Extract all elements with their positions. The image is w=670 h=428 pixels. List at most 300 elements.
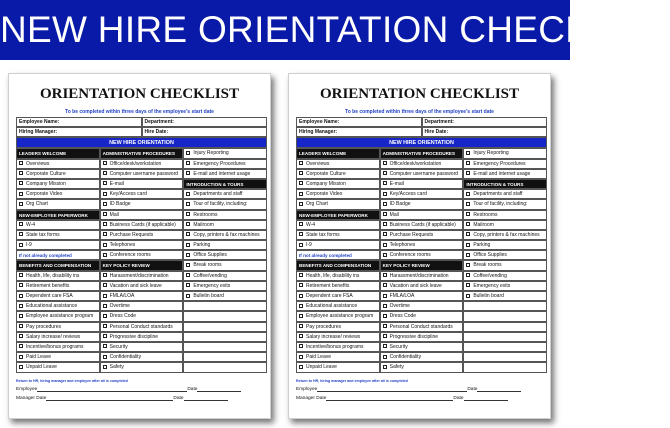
hiring-manager-field[interactable]: Hiring Manager:: [16, 127, 142, 137]
checkbox-icon[interactable]: [383, 243, 387, 247]
checklist-row: [296, 210, 547, 220]
checklist-item[interactable]: [183, 199, 267, 209]
document-subtitle: To be completed within three days of the employee's start date: [65, 109, 214, 115]
checkbox-icon[interactable]: [19, 222, 23, 226]
checklist-item[interactable]: [16, 220, 100, 230]
checklist-item[interactable]: [183, 189, 267, 199]
checklist-item[interactable]: [463, 199, 547, 209]
checkbox-icon[interactable]: [103, 192, 107, 196]
checkbox-icon[interactable]: [299, 243, 303, 247]
checkbox-icon[interactable]: [103, 324, 107, 328]
checklist-row: [16, 159, 267, 169]
checkbox-icon[interactable]: [299, 283, 303, 287]
checklist-item-label: E-mail and internet usage: [473, 170, 531, 177]
checklist-item[interactable]: [380, 352, 464, 362]
checklist-item-label: Departments and staff: [473, 191, 523, 198]
checklist-item[interactable]: [296, 199, 380, 209]
checklist-item[interactable]: [296, 179, 380, 189]
checklist-item-label: W-4: [306, 221, 316, 228]
checkbox-icon[interactable]: [19, 314, 23, 318]
checkbox-icon[interactable]: [103, 253, 107, 257]
checkbox-icon[interactable]: [19, 355, 23, 359]
checklist-item[interactable]: [380, 220, 464, 230]
checkbox-icon[interactable]: [383, 304, 387, 308]
date-line: [464, 395, 508, 401]
checkbox-icon[interactable]: [19, 304, 23, 308]
checklist-row: [16, 230, 267, 240]
checklist-item[interactable]: [380, 210, 464, 220]
manager-signature-line[interactable]: [296, 395, 547, 401]
checklist-row: [16, 250, 267, 260]
checklist-row: [16, 291, 267, 301]
empty-cell: [183, 322, 267, 332]
checklist-item[interactable]: [183, 159, 267, 169]
checklist-item[interactable]: [380, 240, 464, 250]
checkbox-icon[interactable]: [103, 294, 107, 298]
checkbox-icon[interactable]: [103, 314, 107, 318]
checklist-item-label: Incentive/bonus programs: [306, 343, 364, 350]
checklist-item[interactable]: [463, 189, 547, 199]
footer-note: Return to HR, hiring manager and employee after all is completed: [296, 379, 408, 383]
checkbox-icon[interactable]: [19, 181, 23, 185]
checklist-item[interactable]: [100, 169, 184, 179]
checklist-item[interactable]: [16, 189, 100, 199]
checkbox-icon[interactable]: [299, 161, 303, 165]
section-band: NEW HIRE ORIENTATION: [296, 137, 547, 148]
checkbox-icon[interactable]: [466, 222, 470, 226]
checklist-item[interactable]: [183, 260, 267, 270]
checkbox-icon[interactable]: [19, 171, 23, 175]
checklist-item[interactable]: [380, 281, 464, 291]
checklist-item[interactable]: [16, 311, 100, 321]
hire-date-field[interactable]: Hire Date:: [142, 127, 268, 137]
checklist-item[interactable]: [100, 271, 184, 281]
checkbox-icon[interactable]: [299, 355, 303, 359]
checklist-item[interactable]: [100, 220, 184, 230]
checklist-item-label: ID Badge: [389, 201, 411, 208]
checkbox-icon[interactable]: [19, 232, 23, 236]
checklist-item-label: Paid Leave: [26, 354, 52, 361]
checklist-item[interactable]: [16, 230, 100, 240]
checkbox-icon[interactable]: [103, 171, 107, 175]
checklist-item[interactable]: [183, 281, 267, 291]
checklist-item-label: Personal Conduct standards: [389, 323, 453, 330]
checklist-item[interactable]: [380, 311, 464, 321]
empty-cell: [463, 342, 547, 352]
checkbox-icon[interactable]: [19, 283, 23, 287]
checkbox-icon[interactable]: [186, 263, 190, 267]
empty-cell: [463, 362, 547, 372]
checkbox-icon[interactable]: [186, 232, 190, 236]
manager-signature-label: Manager Date: [296, 396, 327, 401]
checklist-item-label: Dress Code: [389, 313, 417, 320]
checkbox-icon[interactable]: [103, 304, 107, 308]
checklist-item[interactable]: [16, 179, 100, 189]
checklist-row: [296, 332, 547, 342]
checklist-item-label: Overtime: [109, 303, 130, 310]
checklist-item[interactable]: [463, 210, 547, 220]
checklist-item[interactable]: [16, 159, 100, 169]
checkbox-icon[interactable]: [103, 283, 107, 287]
checklist-item[interactable]: [183, 250, 267, 260]
checkbox-icon[interactable]: [466, 273, 470, 277]
empty-cell: [183, 301, 267, 311]
checkbox-icon[interactable]: [299, 273, 303, 277]
checklist-item[interactable]: [296, 311, 380, 321]
checkbox-icon[interactable]: [186, 294, 190, 298]
checklist-item[interactable]: [296, 230, 380, 240]
checklist-item[interactable]: [380, 230, 464, 240]
checklist-item[interactable]: [183, 220, 267, 230]
date-line: [197, 386, 241, 392]
checklist-item[interactable]: [296, 281, 380, 291]
checklist-row: [296, 159, 547, 169]
checkbox-icon[interactable]: [103, 365, 107, 369]
employee-name-field[interactable]: Employee Name:: [296, 117, 422, 127]
document-title: ORIENTATION CHECKLIST: [319, 86, 520, 102]
checkbox-icon[interactable]: [19, 273, 23, 277]
checklist-item[interactable]: [100, 342, 184, 352]
checklist-item[interactable]: [380, 332, 464, 342]
checkbox-icon[interactable]: [186, 192, 190, 196]
checklist-item[interactable]: [183, 291, 267, 301]
checkbox-icon[interactable]: [299, 334, 303, 338]
checkbox-icon[interactable]: [299, 222, 303, 226]
employee-name-field[interactable]: Employee Name:: [16, 117, 142, 127]
checklist-item-label: Progressive discipline: [109, 333, 159, 340]
checklist-item[interactable]: [16, 199, 100, 209]
checkbox-icon[interactable]: [103, 273, 107, 277]
hiring-manager-field[interactable]: Hiring Manager:: [296, 127, 422, 137]
checklist-item[interactable]: [380, 271, 464, 281]
checklist-item[interactable]: [100, 332, 184, 342]
employee-signature-line[interactable]: [16, 386, 267, 392]
checkbox-icon[interactable]: [383, 344, 387, 348]
checkbox-icon[interactable]: [466, 212, 470, 216]
hire-date-field[interactable]: Hire Date:: [422, 127, 548, 137]
manager-signature-line[interactable]: [16, 395, 267, 401]
checklist-item[interactable]: [183, 148, 267, 158]
checklist-item[interactable]: [183, 230, 267, 240]
checklist-item[interactable]: [183, 240, 267, 250]
checkbox-icon[interactable]: [383, 365, 387, 369]
checklist-item-label: Security: [109, 343, 128, 350]
checkbox-icon[interactable]: [466, 294, 470, 298]
checklist-item[interactable]: [100, 240, 184, 250]
note-text: If not already completed: [16, 250, 100, 260]
checklist-item[interactable]: [296, 332, 380, 342]
checkbox-icon[interactable]: [383, 202, 387, 206]
checklist-item-label: Pay procedures: [26, 323, 62, 330]
checklist-item[interactable]: [380, 189, 464, 199]
banner: [0, 0, 670, 60]
checklist-row: [296, 322, 547, 332]
checkbox-icon[interactable]: [103, 344, 107, 348]
checklist-item-label: Harassment/discrimination: [109, 272, 169, 279]
checkbox-icon[interactable]: [383, 161, 387, 165]
checkbox-icon[interactable]: [186, 202, 190, 206]
checkbox-icon[interactable]: [383, 212, 387, 216]
checkbox-icon[interactable]: [19, 192, 23, 196]
checklist-row: [296, 271, 547, 281]
checklist-row: [296, 169, 547, 179]
checklist-row: [296, 342, 547, 352]
checklist-item[interactable]: [100, 301, 184, 311]
checkbox-icon[interactable]: [103, 212, 107, 216]
date-label: Date: [187, 387, 198, 392]
checklist-item-label: I-9: [26, 242, 32, 249]
checkbox-icon[interactable]: [466, 253, 470, 257]
checklist-item-label: Personal Conduct standards: [109, 323, 173, 330]
checklist-item[interactable]: [296, 189, 380, 199]
checkbox-icon[interactable]: [186, 273, 190, 277]
checklist-item-label: FMLA/LOA: [389, 293, 415, 299]
checklist-item[interactable]: [463, 169, 547, 179]
checkbox-icon[interactable]: [383, 192, 387, 196]
checklist-row: [16, 189, 267, 199]
checklist-item[interactable]: [463, 260, 547, 270]
checklist-item-label: Copy, printers & fax machines: [473, 231, 540, 238]
checklist-item[interactable]: [463, 250, 547, 260]
checklist-item[interactable]: [296, 240, 380, 250]
checklist-item[interactable]: [16, 362, 100, 372]
checklist-item[interactable]: [380, 179, 464, 189]
checklist-item[interactable]: [380, 301, 464, 311]
checkbox-icon[interactable]: [19, 334, 23, 338]
checkbox-icon[interactable]: [19, 344, 23, 348]
checkbox-icon[interactable]: [383, 283, 387, 287]
checkbox-icon[interactable]: [383, 273, 387, 277]
checkbox-icon[interactable]: [466, 151, 470, 155]
checkbox-icon[interactable]: [383, 355, 387, 359]
checklist-item[interactable]: [296, 301, 380, 311]
checkbox-icon[interactable]: [103, 334, 107, 338]
checklist-item-label: Safety: [109, 364, 124, 371]
checklist-item[interactable]: [380, 169, 464, 179]
checklist-item[interactable]: [16, 322, 100, 332]
checklist-item[interactable]: [463, 291, 547, 301]
checklist-item[interactable]: [16, 301, 100, 311]
empty-cell: [183, 311, 267, 321]
checklist-item[interactable]: [463, 220, 547, 230]
checklist-item[interactable]: [100, 322, 184, 332]
checklist-item-label: Mailroom: [473, 221, 494, 228]
checkbox-icon[interactable]: [186, 151, 190, 155]
checklist-item[interactable]: [16, 240, 100, 250]
checklist-item[interactable]: [463, 281, 547, 291]
checkbox-icon[interactable]: [186, 212, 190, 216]
checklist-item[interactable]: [296, 169, 380, 179]
checklist-item-label: Bulletin board: [193, 293, 224, 299]
checklist-item[interactable]: [16, 281, 100, 291]
checklist-item[interactable]: [380, 362, 464, 372]
checklist-item[interactable]: [183, 210, 267, 220]
checklist-item-label: Computer username password: [109, 170, 179, 177]
employee-signature-line[interactable]: [296, 386, 547, 392]
checklist-item-label: Employee assistance program: [306, 313, 374, 320]
checklist-item[interactable]: [183, 271, 267, 281]
checklist-item[interactable]: [100, 210, 184, 220]
checkbox-icon[interactable]: [19, 365, 23, 369]
checkbox-icon[interactable]: [299, 232, 303, 236]
section-header: ADMINISTRATIVE PROCEDURES: [100, 148, 184, 158]
checkbox-icon[interactable]: [299, 294, 303, 298]
checklist-item[interactable]: [16, 342, 100, 352]
empty-cell: [183, 362, 267, 372]
checklist-item[interactable]: [296, 352, 380, 362]
checkbox-icon[interactable]: [466, 192, 470, 196]
checkbox-icon[interactable]: [299, 181, 303, 185]
checklist-item[interactable]: [296, 362, 380, 372]
checkbox-icon[interactable]: [383, 334, 387, 338]
date-label: Date: [173, 396, 184, 401]
checkbox-icon[interactable]: [466, 161, 470, 165]
checklist-item[interactable]: [380, 250, 464, 260]
checklist-item[interactable]: [463, 240, 547, 250]
checklist-item-label: Emergency Procedures: [193, 160, 246, 167]
checklist-item[interactable]: [16, 352, 100, 362]
checkbox-icon[interactable]: [299, 365, 303, 369]
checklist-item[interactable]: [100, 199, 184, 209]
checkbox-icon[interactable]: [186, 171, 190, 175]
checklist-item[interactable]: [16, 332, 100, 342]
checklist-item[interactable]: [100, 179, 184, 189]
checklist-item[interactable]: [100, 159, 184, 169]
signature-line: [317, 386, 467, 392]
checkbox-icon[interactable]: [383, 232, 387, 236]
checklist-item-label: Salary increase/ reviews: [26, 333, 81, 340]
checkbox-icon[interactable]: [19, 294, 23, 298]
checkbox-icon[interactable]: [383, 324, 387, 328]
checkbox-icon[interactable]: [103, 202, 107, 206]
checkbox-icon[interactable]: [466, 243, 470, 247]
checkbox-icon[interactable]: [466, 232, 470, 236]
checklist-page-right: [288, 73, 551, 419]
checkbox-icon[interactable]: [186, 222, 190, 226]
checkbox-icon[interactable]: [383, 314, 387, 318]
checklist-row: [16, 322, 267, 332]
checkbox-icon[interactable]: [299, 344, 303, 348]
checkbox-icon[interactable]: [466, 263, 470, 267]
section-band: NEW HIRE ORIENTATION: [16, 137, 267, 148]
section-header: LEADERS WELCOME: [296, 148, 380, 158]
checklist-item[interactable]: [100, 189, 184, 199]
checkbox-icon[interactable]: [299, 192, 303, 196]
checkbox-icon[interactable]: [299, 171, 303, 175]
checkbox-icon[interactable]: [103, 355, 107, 359]
checkbox-icon[interactable]: [19, 243, 23, 247]
checklist-item-label: Office Supplies: [473, 252, 507, 259]
checkbox-icon[interactable]: [466, 283, 470, 287]
checkbox-icon[interactable]: [103, 161, 107, 165]
department-field[interactable]: Department:: [422, 117, 548, 127]
checklist-item[interactable]: [16, 291, 100, 301]
checkbox-icon[interactable]: [383, 294, 387, 298]
checklist-item[interactable]: [296, 342, 380, 352]
checklist-item-label: Break rooms: [193, 262, 222, 269]
checkbox-icon[interactable]: [103, 232, 107, 236]
checkbox-icon[interactable]: [186, 253, 190, 257]
checkbox-icon[interactable]: [103, 243, 107, 247]
checklist-item[interactable]: [296, 159, 380, 169]
checklist-item-label: Mail: [109, 211, 119, 218]
checkbox-icon[interactable]: [299, 314, 303, 318]
checkbox-icon[interactable]: [186, 243, 190, 247]
checklist-item[interactable]: [100, 250, 184, 260]
checklist-item[interactable]: [100, 311, 184, 321]
section-header: BENEFITS AND COMPENSATION: [16, 260, 100, 270]
checklist-item[interactable]: [100, 230, 184, 240]
empty-cell: [183, 342, 267, 352]
checkbox-icon[interactable]: [383, 171, 387, 175]
checkbox-icon[interactable]: [19, 202, 23, 206]
checkbox-icon[interactable]: [186, 283, 190, 287]
checklist-item[interactable]: [380, 342, 464, 352]
checklist-row: [16, 199, 267, 209]
checklist-row: [296, 250, 547, 260]
checklist-item[interactable]: [100, 352, 184, 362]
checklist-item-label: Unpaid Leave: [306, 364, 337, 371]
checklist-item[interactable]: [463, 148, 547, 158]
checklist-item[interactable]: [463, 271, 547, 281]
checkbox-icon[interactable]: [383, 222, 387, 226]
checkbox-icon[interactable]: [299, 202, 303, 206]
checklist-item[interactable]: [463, 159, 547, 169]
checklist-item-label: Business Cards (if applicable): [389, 221, 456, 228]
checklist-item[interactable]: [296, 291, 380, 301]
checklist-item-label: Educational assistance: [26, 303, 78, 310]
checklist-item[interactable]: [16, 169, 100, 179]
checklist-item-label: State tax forms: [306, 231, 340, 238]
checkbox-icon[interactable]: [103, 181, 107, 185]
checkbox-icon[interactable]: [299, 304, 303, 308]
date-line: [184, 395, 228, 401]
checkbox-icon[interactable]: [19, 161, 23, 165]
checklist-item[interactable]: [16, 271, 100, 281]
checklist-item-label: Copy, printers & fax machines: [193, 231, 260, 238]
checkbox-icon[interactable]: [19, 324, 23, 328]
checkbox-icon[interactable]: [299, 324, 303, 328]
checkbox-icon[interactable]: [103, 222, 107, 226]
checklist-item[interactable]: [380, 159, 464, 169]
checkbox-icon[interactable]: [466, 171, 470, 175]
checkbox-icon[interactable]: [383, 181, 387, 185]
checklist-item-label: Departments and staff: [193, 191, 243, 198]
checklist-item[interactable]: [380, 291, 464, 301]
checklist-item[interactable]: [296, 322, 380, 332]
checkbox-icon[interactable]: [186, 161, 190, 165]
checklist-row: [16, 342, 267, 352]
checkbox-icon[interactable]: [466, 202, 470, 206]
empty-cell: [463, 311, 547, 321]
checklist-item[interactable]: [100, 362, 184, 372]
department-field[interactable]: Department:: [142, 117, 268, 127]
checklist-row: [16, 210, 267, 220]
checklist-item[interactable]: [463, 230, 547, 240]
checkbox-icon[interactable]: [383, 253, 387, 257]
checklist-item[interactable]: [296, 271, 380, 281]
checklist-item[interactable]: [100, 281, 184, 291]
empty-cell: [463, 301, 547, 311]
checklist-item[interactable]: [380, 199, 464, 209]
checklist-row: [16, 240, 267, 250]
checklist-item[interactable]: [100, 291, 184, 301]
checklist-item-label: Health, life, disability ins: [26, 272, 80, 279]
checklist-item[interactable]: [183, 169, 267, 179]
checklist-row: [16, 281, 267, 291]
checklist-item[interactable]: [296, 220, 380, 230]
checklist-item[interactable]: [380, 322, 464, 332]
